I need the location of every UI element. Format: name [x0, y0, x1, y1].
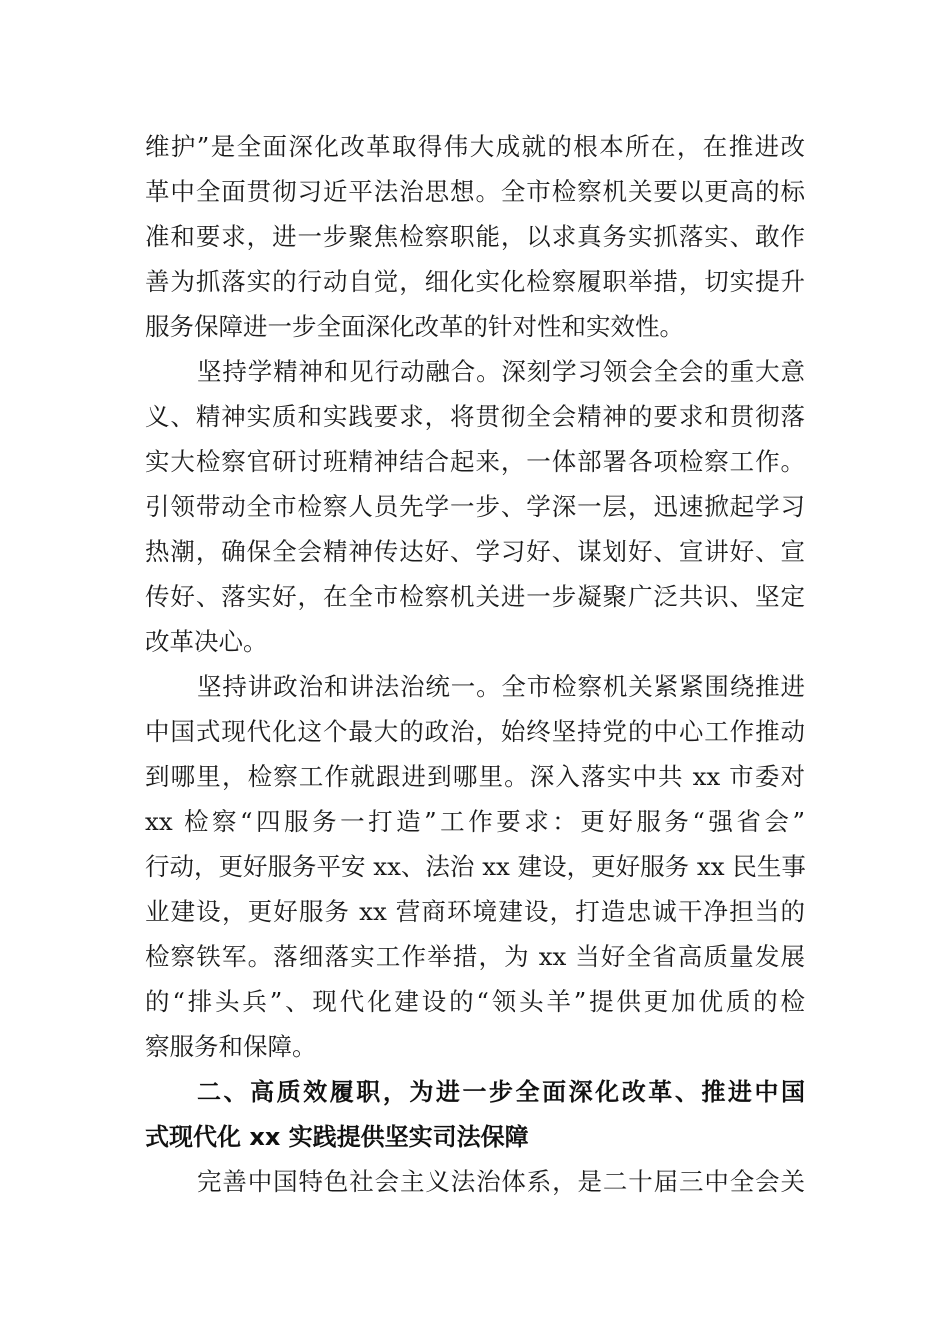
paragraph-line: 业建设，更好服务 xx 营商环境建设，打造忠诚干净担当的	[145, 897, 805, 926]
paragraph-line: 坚持学精神和见行动融合。深刻学习领会全会的重大意	[197, 357, 805, 386]
paragraph-line: xx 检察“四服务一打造”工作要求：更好服务“强省会”	[145, 807, 805, 836]
paragraph-line: 义、精神实质和实践要求，将贯彻全会精神的要求和贯彻落	[145, 402, 805, 431]
paragraph-line: 善为抓落实的行动自觉，细化实化检察履职举措，切实提升	[145, 267, 805, 296]
paragraph-line: 察服务和保障。	[145, 1032, 317, 1061]
paragraph-line: 的“排头兵”、现代化建设的“领头羊”提供更加优质的检	[145, 987, 805, 1016]
paragraph-line: 热潮，确保全会精神传达好、学习好、谋划好、宣讲好、宣	[145, 537, 805, 566]
paragraph-line: 改革决心。	[145, 627, 268, 656]
section-heading: 二、高质效履职，为进一步全面深化改革、推进中国	[197, 1078, 805, 1106]
paragraph-line: 服务保障进一步全面深化改革的针对性和实效性。	[145, 312, 684, 341]
paragraph-line: 引领带动全市检察人员先学一步、学深一层，迅速掀起学习	[145, 492, 805, 521]
section-heading: 式现代化 xx 实践提供坚实司法保障	[145, 1123, 529, 1151]
paragraph-line: 准和要求，进一步聚焦检察职能，以求真务实抓落实、敢作	[145, 222, 805, 251]
paragraph-line: 实大检察官研讨班精神结合起来，一体部署各项检察工作。	[145, 447, 805, 476]
paragraph-line: 完善中国特色社会主义法治体系，是二十届三中全会关	[197, 1167, 805, 1196]
paragraph-line: 中国式现代化这个最大的政治，始终坚持党的中心工作推动	[145, 717, 805, 746]
paragraph-line: 到哪里，检察工作就跟进到哪里。深入落实中共 xx 市委对	[145, 762, 805, 791]
paragraph-line: 检察铁军。落细落实工作举措，为 xx 当好全省高质量发展	[145, 942, 805, 971]
paragraph-line: 革中全面贯彻习近平法治思想。全市检察机关要以更高的标	[145, 177, 805, 206]
paragraph-line: 传好、落实好，在全市检察机关进一步凝聚广泛共识、坚定	[145, 582, 805, 611]
paragraph-line: 坚持讲政治和讲法治统一。全市检察机关紧紧围绕推进	[197, 672, 805, 701]
paragraph-line: 维护”是全面深化改革取得伟大成就的根本所在，在推进改	[145, 132, 805, 161]
paragraph-line: 行动，更好服务平安 xx、法治 xx 建设，更好服务 xx 民生事	[145, 852, 806, 881]
